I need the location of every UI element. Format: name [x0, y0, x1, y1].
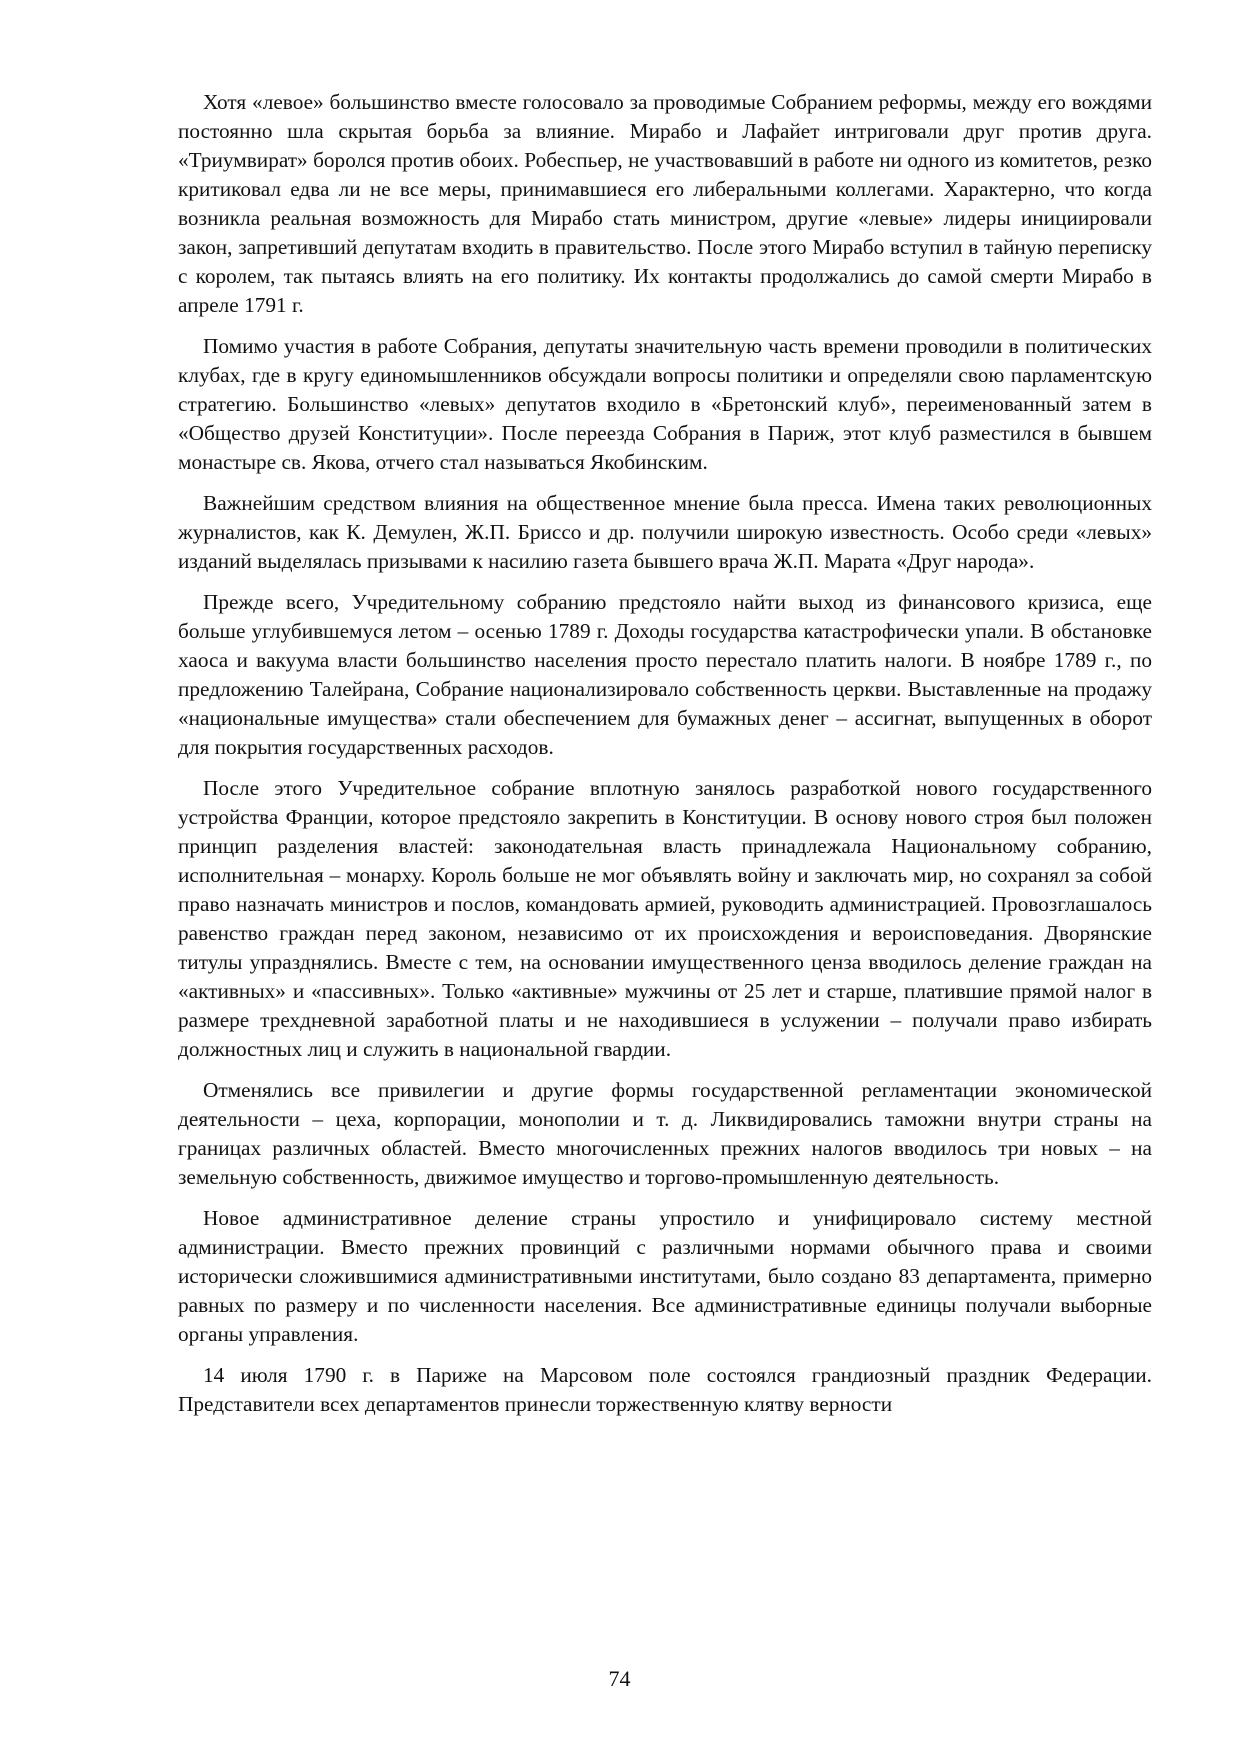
paragraph: Хотя «левое» большинство вместе голосовало за проводимые Собранием реформы, между его вождями постоянно шла скрытая борьба за влияние. Мирабо и Лафайет интриговали друг против друга. «Триумвират» боролся против обоих. Робеспьер, не участвовавший в работе ни одного из комитетов, резко критиковал едва ли не все меры, принимавшиеся его либеральными коллегами. Характерно, что когда возникла реальная возможность для Мирабо стать министром, другие «левые» лидеры инициировали закон, запретивший депутатам входить в правительство. После этого Мирабо вступил в тайную переписку с королем, так пытаясь влиять на его политику. Их контакты продолжались до самой смерти Мирабо в апреле 1791 г. [178, 90, 1152, 317]
paragraph: После этого Учредительное собрание вплотную занялось разработкой нового государственного устройства Франции, которое предстояло закрепить в Конституции. В основу нового строя был положен принцип разделения властей: законодательная власть принадлежала Национальному собранию, исполнительная – монарху. Король больше не мог объявлять войну и заключать мир, но сохранял за собой право назначать министров и послов, командовать армией, руководить администрацией. Провозглашалось равенство граждан перед законом, независимо от их происхождения и вероисповедания. Дворянские титулы упразднялись. Вместе с тем, на основании имущественного ценза вводилось деление граждан на «активных» и «пассивных». Только «активные» мужчины от 25 лет и старше, платившие прямой налог в размере трехдневной заработной платы и не находившиеся в услужении – получали право избирать должностных лиц и служить в национальной гвардии. [178, 776, 1152, 1061]
paragraph: 14 июля 1790 г. в Париже на Марсовом поле состоялся грандиозный праздник Федерации. Представители всех департаментов принесли торжественную клятву верности [178, 1363, 1152, 1416]
paragraph: Отменялись все привилегии и другие формы государственной регламентации экономической деятельности – цеха, корпорации, монополии и т. д. Ликвидировались таможни внутри страны на границах различных областей. Вместо многочисленных прежних налогов вводилось три новых – на земельную собственность, движимое имущество и торгово-промышленную деятельность. [178, 1078, 1152, 1189]
paragraph: Новое административное деление страны упростило и унифицировало систему местной администрации. Вместо прежних провинций с различными нормами обычного права и своими исторически сложившимися административными институтами, было создано 83 департамента, примерно равных по размеру и по численности населения. Все административные единицы получали выборные органы управления. [178, 1206, 1152, 1346]
paragraph: Важнейшим средством влияния на общественное мнение была пресса. Имена таких революционных журналистов, как К. Демулен, Ж.П. Бриссо и др. получили широкую известность. Особо среди «левых» изданий выделялась призывами к насилию газета бывшего врача Ж.П. Марата «Друг народа». [178, 491, 1152, 573]
page-number: 74 [608, 1666, 631, 1691]
body-text [178, 88, 1152, 1431]
paragraph: Помимо участия в работе Собрания, депутаты значительную часть времени проводили в политических клубах, где в кругу единомышленников обсуждали вопросы политики и определяли свою парламентскую стратегию. Большинство «левых» депутатов входило в «Бретонский клуб», переименованный затем в «Общество друзей Конституции». После переезда Собрания в Париж, этот клуб разместился в бывшем монастыре св. Якова, отчего стал называться Якобинским. [178, 334, 1152, 474]
paragraph: Прежде всего, Учредительному собранию предстояло найти выход из финансового кризиса, еще больше углубившемуся летом – осенью 1789 г. Доходы государства катастрофически упали. В обстановке хаоса и вакуума власти большинство населения просто перестало платить налоги. В ноябре 1789 г., по предложению Талейрана, Собрание национализировало собственность церкви. Выставленные на продажу «национальные имущества» стали обеспечением для бумажных денег – ассигнат, выпущенных в оборот для покрытия государственных расходов. [178, 590, 1152, 759]
